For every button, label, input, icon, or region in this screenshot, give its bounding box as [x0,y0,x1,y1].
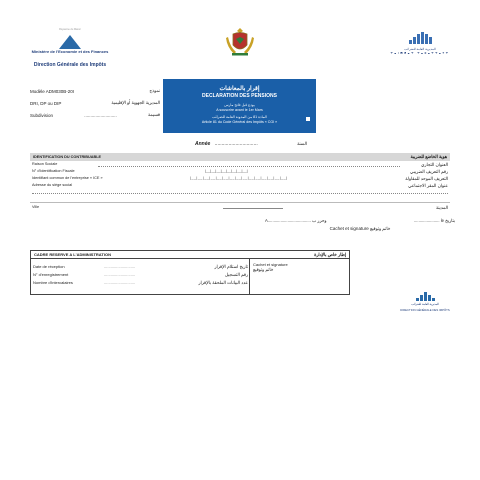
reception-date-label: Date de réception [33,264,65,269]
ville-label: Ville [32,205,40,209]
ice-label: Identifiant commun de l'entreprise « ICE » [32,176,103,180]
dgi-logo-arabic: المديرية العامة للضرائب [404,47,436,51]
dgi-bars-icon [380,32,460,44]
ice-label-ar: التعريف الموحد للمقاولة [405,176,448,181]
declaration-title-box [163,79,316,133]
registration-number-label-ar: رقم التسجيل [224,272,248,277]
ville-row [30,203,450,211]
logo-small-text: Royaume du Maroc [59,28,81,31]
article-arabic: المادة 81 من المدونة العامة للضرائب [212,115,267,119]
direction-label-ar: المديرية الجهوية أو الإقليمية [111,100,160,105]
place-prefix: A [265,218,268,223]
identification-title-ar: هوية الخاضع للضريبة [410,154,447,159]
coat-of-arms-icon [226,27,254,57]
identification-section [30,153,450,210]
admin-cachet [253,262,288,272]
identification-header [30,153,450,161]
raison-sociale-label: Raison Sociale [32,162,58,166]
raison-sociale-row [30,161,450,168]
admin-cachet-label: Cachet et signature [253,262,288,267]
signature-block [265,218,455,232]
form-reference [30,85,160,121]
siege-field[interactable] [32,193,448,194]
if-label-ar: رقم التعريف الضريبي [410,169,448,174]
if-label: N° d'Identification Fiscale [32,169,75,173]
dgi-logo [380,28,460,55]
administration-title-ar: إطار خاص بالإدارة [314,251,346,257]
if-field[interactable]: |__|__|__|__|__|__|__|__| [205,169,248,173]
bottom-logo-french: DIRECTION GÉNÉRALE DES IMPÔTS [400,307,450,312]
place-date-row [265,218,455,224]
ministry-name: Ministère de l'Economie et des Finances [31,49,109,54]
model-label: Modèle ADM030B-20I [30,88,75,94]
ville-label-ar: المدينة [435,205,448,210]
intercalaires-field[interactable]: ............................ [104,280,136,285]
subdivision-row [30,109,160,121]
administration-title: CADRE RESERVE A L'ADMINISTRATION [34,252,111,257]
year-label: Année [195,141,211,147]
if-row [30,168,450,175]
bottom-logo-arabic: المديرية العامة للضرائب [411,302,439,306]
ice-row [30,175,450,182]
direction-label: DRI, DP ou DIP [30,100,62,106]
year-label-ar: السنة [297,141,307,146]
admin-cachet-label-ar: خاتم وتوقيع [253,267,274,272]
corner-mark [306,117,310,121]
date-field[interactable]: ...................... [413,218,440,223]
intercalaires-label-ar: عدد البيانات الملحقة بالإقرار [198,280,248,285]
registration-number-row [33,272,248,280]
cachet-row [265,226,455,232]
siege-label-ar: عنوان المقر الاجتماعي [408,183,448,188]
dgi-logo-tifinagh: ⵜⴰⵏⴱⴹⴰⵜ ⵜⴰⵎⴰⵜⵜⴰⵢⵜ [390,51,450,55]
article-french: Article 81 du Code Général des Impôts « CGI » [201,120,278,124]
intercalaires-row [33,280,248,288]
siege-field-row [30,189,450,196]
model-row [30,85,160,97]
raison-sociale-label-ar: العنوان التجاري [421,162,448,167]
direction-row [30,97,160,109]
reception-date-label-ar: تاريخ استلام الإقرار [214,264,248,269]
administration-box [30,250,350,295]
dgi-name: Direction Générale des Impôts [33,62,107,68]
ice-field[interactable]: |__|__|__|__|__|__|__|__|__|__|__|__|__|__|__| [190,176,288,180]
ville-field[interactable] [223,208,283,209]
administration-header [31,251,349,259]
year-field[interactable]: ............................... [214,141,258,147]
subdivision-label-ar: قسيمة [148,112,160,117]
deadline-french: A souscrire avant le 1er Mars [216,108,263,112]
reception-date-field[interactable]: ............................ [104,264,136,269]
place-field[interactable]: ..................................... [267,218,311,223]
date-prefix: le [440,218,444,223]
admin-divider [249,259,250,294]
identification-title: IDENTIFICATION DU CONTRIBUABLE [33,155,102,159]
title-arabic: إقرار بالمعاشات [219,86,260,92]
ministry-emblem-icon [59,35,81,49]
siege-label: Adresse du siège social [32,183,73,187]
ministry-logo [30,28,110,68]
siege-row [30,182,450,189]
intercalaires-label: Nombre d'intercalaires [33,280,73,285]
dgi-bottom-logo [400,292,450,312]
title-french: DECLARATION DES PENSIONS [202,93,277,99]
registration-number-field[interactable]: ............................ [104,272,136,277]
date-label-ar: بتاريخ [445,218,455,223]
place-label-ar: وحرر ب [312,218,327,223]
reception-date-row [33,264,248,272]
year-field-row [195,141,307,147]
cachet-label-ar: خاتم وتوقيع [369,226,391,231]
dgi-bottom-bars-icon [400,292,450,301]
registration-number-label: N° d'enregistrement [33,272,69,277]
subdivision-label: Subdivision [30,112,54,118]
raison-sociale-field[interactable] [98,166,400,167]
administration-rows [33,264,248,288]
deadline-arabic: يودع قبل فاتح مارس [224,103,255,107]
subdivision-field[interactable]: .......................... [84,112,117,118]
cachet-label: Cachet et signature [329,226,369,231]
model-label-ar: نموذج [149,88,160,93]
